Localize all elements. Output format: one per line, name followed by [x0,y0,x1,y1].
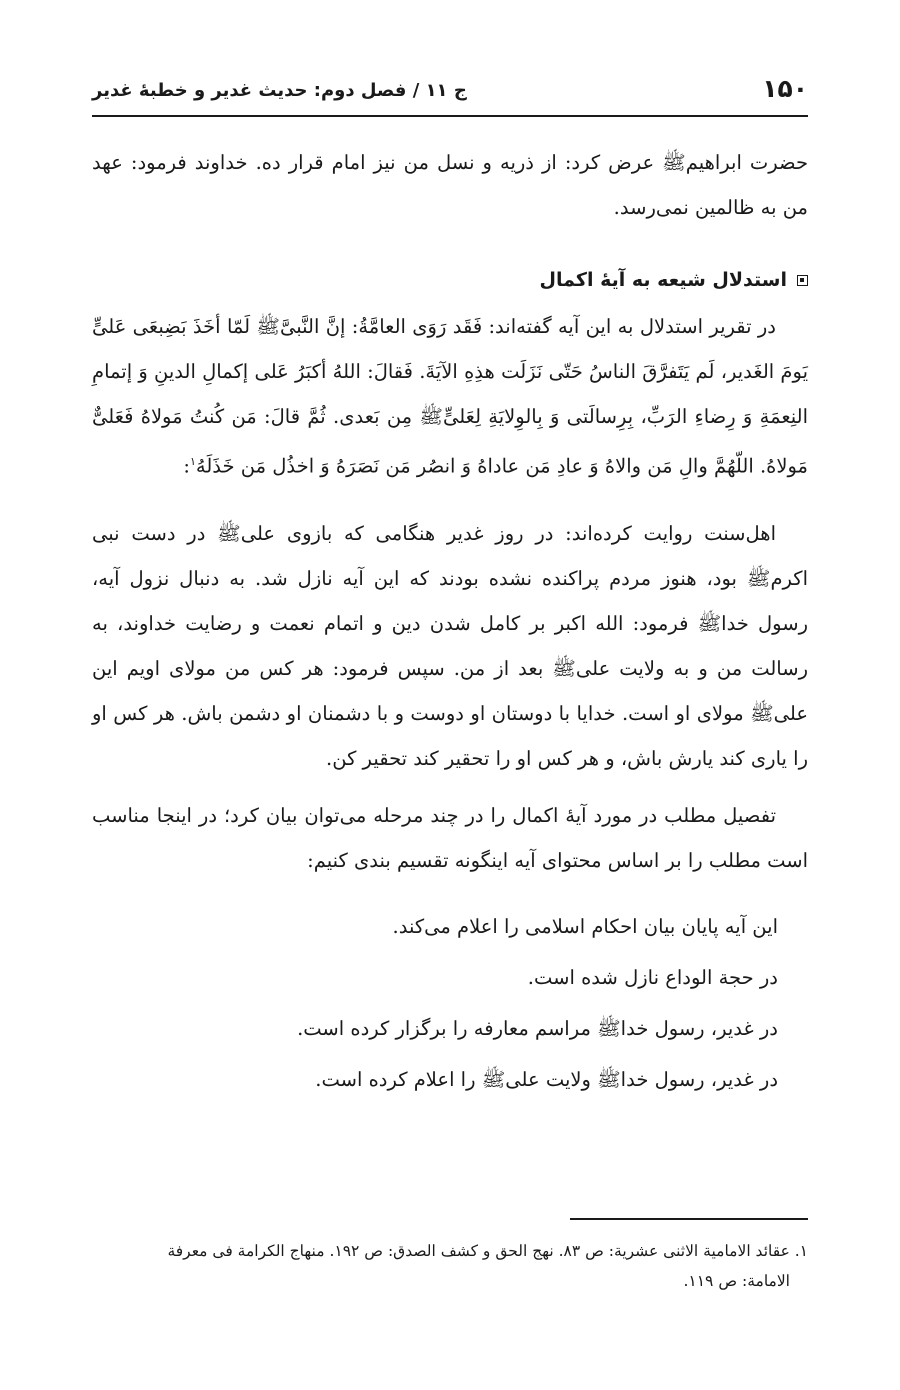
footnote-line-1: ۱. عقائد الامامیة الاثنی عشریة: ص ۸۳. نهج الحق و کشف الصدق: ص ۱۹۲. منهاج الکرامة فی معرفة [167,1242,808,1260]
square-bullet-icon [797,275,808,286]
footnote [92,1236,808,1296]
quote-text: در تقریر استدلال به این آیه گفته‌اند: فَقَد رَوَی العامَّةُ: إنَّ النَّبیَّﷺ لَمّا أخَذَ بَضِبعَی عَلیٍّ یَومَ الغَدیر، لَم یَتَفرَّقَ الناسُ حَتّی نَزَلَت هذِهِ الآیَةَ. فَقالَ: اللهُ أکبَرُ عَلی إکمالِ الدینِ وَ إتمامِ النِعمَةِ وَ رِضاءِ الرَبِّ، بِرِسالَتی وَ بِالوِلایَةِ لِعَلیٍّﷺ مِن بَعدی. ثُمَّ قالَ: مَن کُنتُ مَولاهُ فَعَلیٌّ مَولاهُ. اللّهُمَّ والِ مَن والاهُ وَ عادِ مَن عاداهُ وَ انصُر مَن نَصَرَهُ وَ اخذُل مَن خَذَلَهُ [92,315,808,478]
page-content [92,140,808,1105]
quote-paragraph [92,304,808,489]
page-header [92,74,808,108]
sunni-narration-paragraph: اهل‌سنت روایت کرده‌اند: در روز غدیر هنگامی که بازوی علیﷺ در دست نبی اکرمﷺ بود، هنوز مردم پراکنده نشده بودند که این آیه نازل شد. به دنبال نزول آیه، رسول خداﷺ فرمود: الله اکبر بر کامل شدن دین و اتمام نعمت و رضایت خداوند، به رسالت من و به ولایت علیﷺ بعد از من. سپس فرمود: هر کس من مولای اویم این علیﷺ مولای او است. خدایا با دوستان او دوست و با دشمنان او دشمن باش. هر کس او را یاری کند یارش باش، و هر کس او را تحقیر کند تحقیر کن. [92,521,808,770]
running-title: ج ۱۱ / فصل دوم: حدیث غدیر و خطبهٔ غدیر [92,80,467,101]
list-item: این آیه پایان بیان احکام اسلامی را اعلام می‌کند. [392,914,778,938]
footnote-line-2: الامامة: ص ۱۱۹. [683,1272,790,1290]
quote-end: : [183,454,190,478]
list-item: در حجة الوداع نازل شده است. [527,965,778,989]
list-item: در غدیر، رسول خداﷺ مراسم معارفه را برگزار کرده است. [297,1016,778,1040]
section-heading [92,260,808,300]
footnote-divider [570,1218,808,1220]
section-heading-text: استدلال شیعه به آیهٔ اکمال [539,269,787,291]
points-list [92,901,778,1105]
footnote-reference: ۱ [189,455,196,468]
detail-paragraph: تفصیل مطلب در مورد آیهٔ اکمال را در چند مرحله می‌توان بیان کرد؛ در اینجا مناسب است مطلب را بر اساس محتوای آیه اینگونه تقسیم بندی کنیم: [92,803,808,872]
header-divider [92,115,808,117]
list-item: در غدیر، رسول خداﷺ ولایت علیﷺ را اعلام کرده است. [315,1067,778,1091]
page-number: ۱۵۰ [762,74,808,103]
intro-paragraph: حضرت ابراهیمﷺ عرض کرد: از ذریه و نسل من نیز امام قرار ده. خداوند فرمود: عهد من به ظالمین نمی‌رسد. [92,151,808,219]
